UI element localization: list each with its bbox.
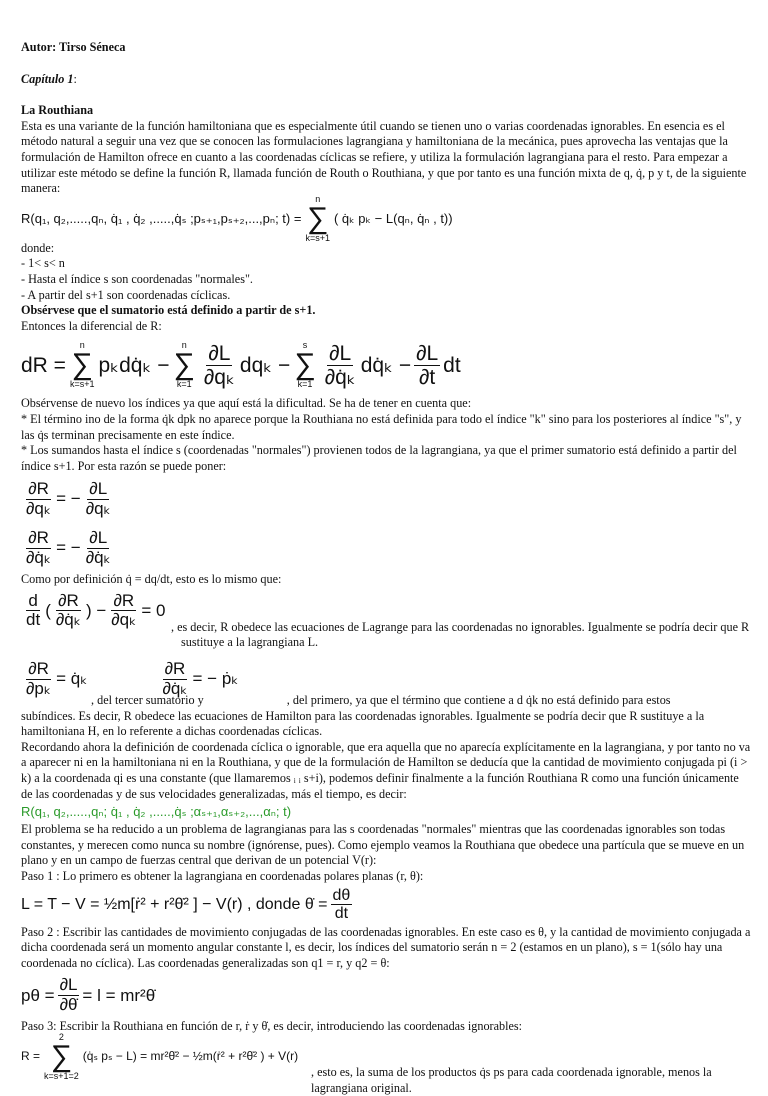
intro-paragraph: Esta es una variante de la función hamiltoniana que es especialmente útil cuando se tienen uno o varias coordenadas ignorables. En esencia es el método natural a seguir una vez que se conocen las formulaciones lagrangiana y hamiltoniana de la mecánica, pues aprovecha las ventajas que la formulación de Hamilton ofrece en cuanto a las coordenadas cíclicas se refiere, y utiliza la formulación lagrangiana para el resto. Para empezar a utilizar este método se define la función R, llamada función de Routh o Routhiana, y que por tanto es una función mixta de q, q̇, p y t, de la siguiente manera: (21, 118, 747, 196)
bullet-1: * El término ino de la forma q̇k dpk no aparece porque la Routhiana no está definida para todo el índice "k" sino para los posteriores al índice "s", y las q̇s terminan precisamente en este índice. (21, 411, 742, 442)
hamilton-inline: , del tercer sumatorio y , del primero, ya que el término que contiene a d q̇k no está definido para estos (91, 693, 671, 708)
paso-3: Paso 3: Escribir la Routhiana en función de r, ṙ y θ̇, es decir, introduciendo las coordenadas ignorables: (21, 1019, 523, 1034)
indices-paragraph: Obsérvense de nuevo los índices ya que aquí está la dificultad. Se ha de tener en cuenta que: (21, 396, 472, 411)
sum-note: Obsérvese que el sumatorio está definido a partir de s+1. (21, 303, 316, 318)
bullet-2: * Los sumandos hasta el índice s (coordenadas "normales") provienen todos de la lagrangiana, ya que el primer sumatorio está definido a partir del índice s+1. Por esta razón se puede poner: (21, 443, 737, 473)
list-item: - Hasta el índice s son coordenadas "normales". (21, 271, 253, 286)
dR-dqdot-equation: $\frac{\partial R}{\text{∂q̇ₖ}}$ = − $\frac{\partial L}{\text{∂q̇ₖ}}$ (26, 528, 111, 567)
list-item: - A partir del s+1 son coordenadas cíclicas. (21, 287, 231, 302)
definition-text: Como por definición q̇ = dq/dt, esto es lo mismo que: (21, 572, 282, 587)
final-text: , esto es, la suma de los productos q̇s ps para cada coordenada ignorable, menos la lagrangiana original. (311, 1064, 712, 1095)
donde-label: donde: (21, 240, 55, 255)
lagrange-equation-row: $\frac{d}{dt}$ ( $\frac{\partial R}{\text{∂q̇ₖ}}$ ) − $\frac{\partial R}{\text{∂qₖ}}$ = 0 (26, 590, 166, 630)
chapter-heading: Capítulo 1: (21, 71, 77, 86)
dR-equation: dR = n ∑ k=s+1 pₖdq̇ₖ − n ∑ k=1 $\frac{\partial L}{\text{∂qₖ}}$ dqₖ − s ∑ k=1 $\frac{\partial L}{\text{∂q̇ₖ}}$ dq̇ₖ − $\frac{\partial L}{\partial t}$ dt (21, 340, 461, 390)
list-item: - 1< s< n (21, 256, 65, 271)
document (21, 40, 751, 1096)
problem-paragraph: El problema se ha reducido a un problema de lagrangianas para las s coordenadas "normales" mientras que las coordenadas ignorables son todas constantes, y merecen como nunca su nombre (ignórense, pues). Como ejemplo veamos la Routhiana que obedece una partícula que se mueve en un plano y en un campo de fuerzas central que derivan de un potencial V(r): (21, 822, 745, 868)
section-title: La Routhiana (21, 103, 94, 118)
recall-paragraph: Recordando ahora la definición de coordenada cíclica o ignorable, que era aquella que no aparecía explícitamente en la lagrangiana, y por tanto no va a aparecer ni en la hamiltoniana ni en la Routhiana, y que de la formulación de Hamilton se deducía que la cantidad de movimiento conjugada pi (i > k) a la coordenada qi es una constante (que llamaremos ᵢ ᵢ s+i), podemos definir finalmente a la función Routhiana R como una función únicamente de las coordenadas y de sus velocidades generalizadas, más el tiempo, es decir: (21, 739, 751, 801)
diff-intro: Entonces la diferencial de R: (21, 318, 162, 333)
routh-definition-equation: R(q₁, q₂,.....,qₙ, q̇₁ , q̇₂ ,.....,q̇ₛ ;pₛ₊₁,pₛ₊₂,...,pₙ; t) = n ∑ k=s+1 ( q̇ₖ pₖ − L(qₙ, q̇ₙ , t)) (21, 193, 453, 243)
paso-1: Paso 1 : Lo primero es obtener la lagrangiana en coordenadas polares planas (r, θ): (21, 869, 424, 883)
momentum-equation: pθ = $\frac{\partial L}{\partial\thetȧ}$ = l = mr²θ̇ (21, 975, 156, 1014)
lagrange-text: , es decir, R obedece las ecuaciones de Lagrange para las coordenadas no ignorables. Igualmente se podría decir que R sustituye a la lagrangiana L. (171, 619, 750, 650)
routhian-final-equation: R = 2 ∑ k=s+1=2 (q̇ₛ pₛ − L) = mr²θ̇² − ½m(ṙ² + r²θ̇² ) + V(r) (21, 1031, 299, 1081)
green-routhian-equation: R(q₁, q₂,.....,qₙ; q̇₁ , q̇₂ ,.....,q̇ₛ ;αₛ₊₁,αₛ₊₂,...,αₙ; t) (21, 804, 292, 820)
hamilton-equations-row: $\frac{\partial R}{\text{∂pₖ}}$ = q̇ₖ $\frac{\partial R}{\text{∂q̇ₖ}}$ = − ṗₖ (26, 658, 239, 698)
author: Autor: Tirso Séneca (21, 40, 126, 54)
lagrangian-equation: L = T − V = ½m[ṙ² + r²θ̇² ] − V(r) , donde θ̇ = $\frac{d\theta}{dt}$ (21, 886, 351, 923)
paso-2: Paso 2 : Escribir las cantidades de movimiento conjugadas de las coordenadas ignorables. En este caso es θ, y la cantidad de movimiento conjugada a dicha coordenada será un momento angular constante l, es decir, los índices del sumatorio serán n = 2 (estamos en un plano), s = 1(sólo hay una coordenada no cíclica). Las coordenadas generalizadas son q1 = r, y q2 = θ: (21, 924, 751, 970)
hamilton-text: subíndices. Es decir, R obedece las ecuaciones de Hamilton para las coordenadas ignorables. Igualmente se podría decir que R sustituye a la hamiltoniana H, en lo referente a dichas coordenadas cíclicas. (21, 708, 705, 739)
dR-dq-equation: $\frac{\partial R}{\text{∂qₖ}}$ = − $\frac{\partial L}{\text{∂qₖ}}$ (26, 479, 111, 518)
